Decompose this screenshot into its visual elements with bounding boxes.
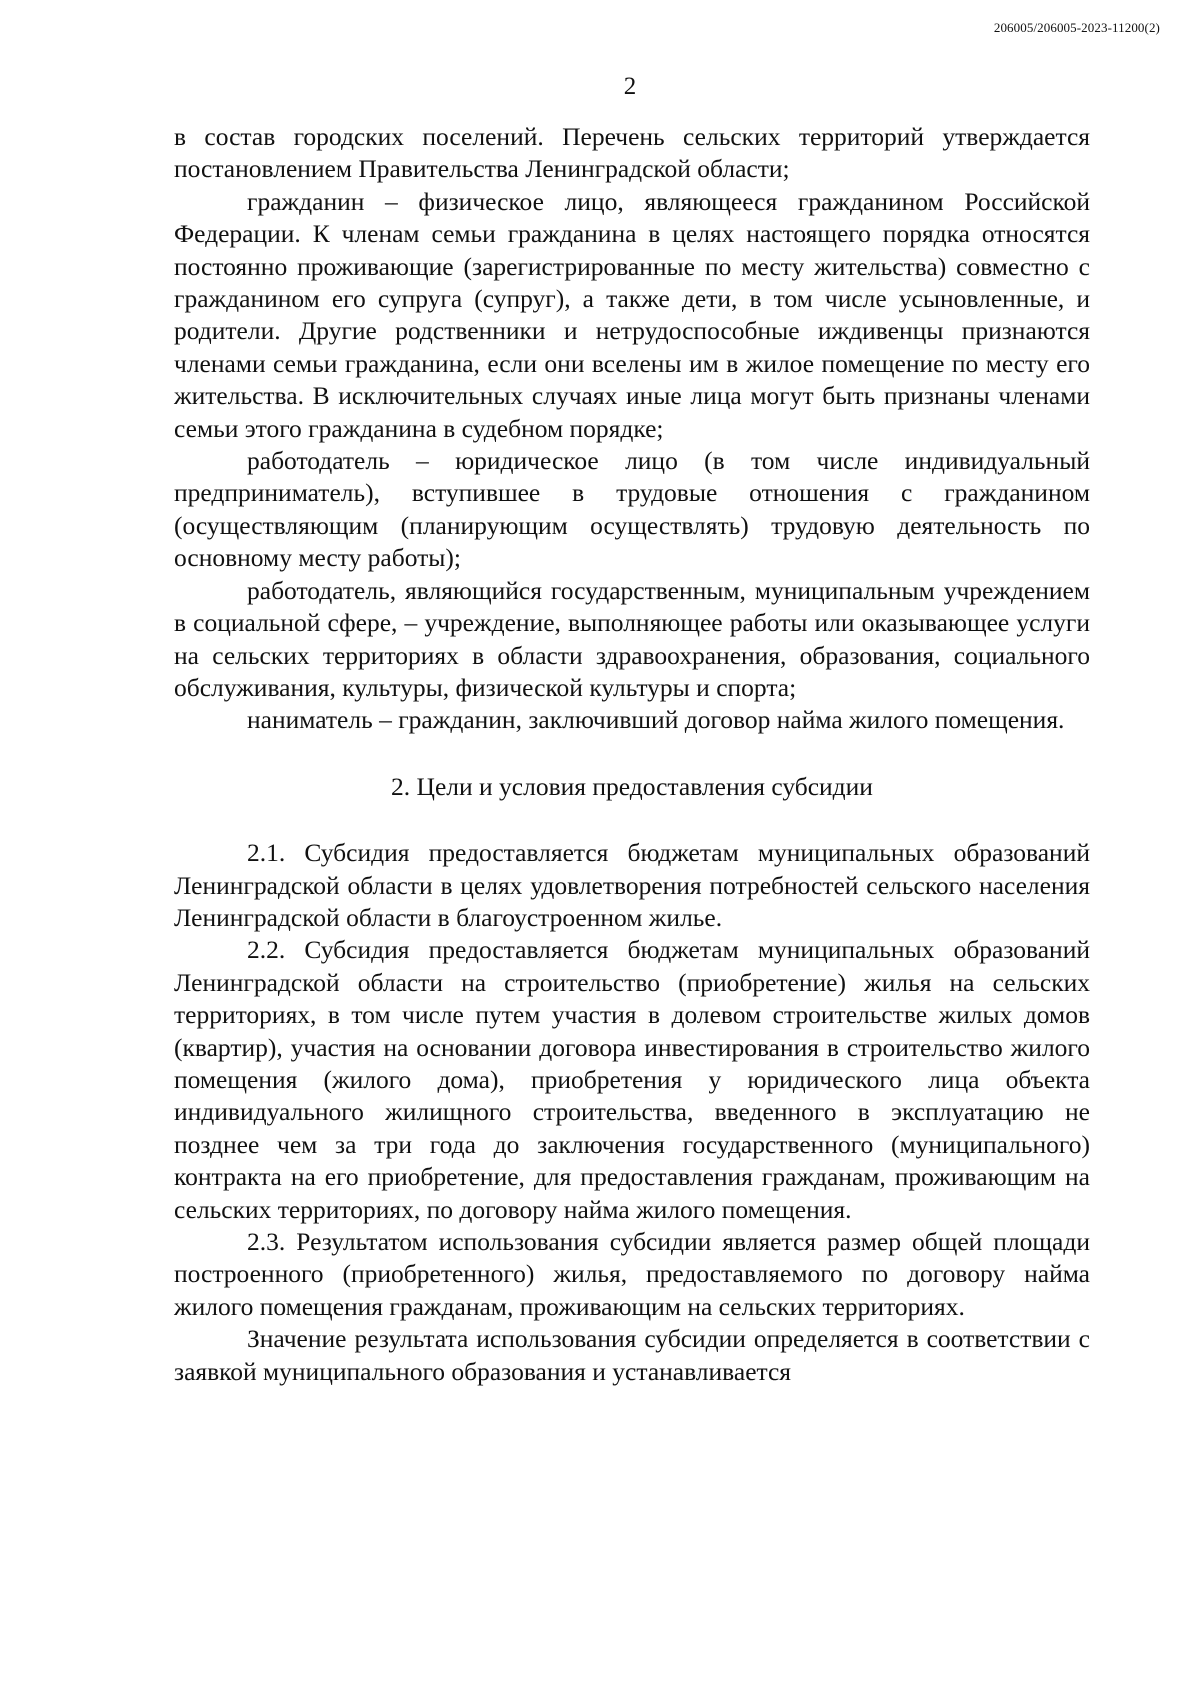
- document-id: 206005/206005-2023-11200(2): [993, 20, 1160, 35]
- paragraph-employer-definition: работодатель – юридическое лицо (в том числе индивидуальный предприниматель), вступившее в трудовые отношения с гражданином (осуществляющим (планирующим осуществлять) трудовую деятельность по основному месту работы);: [174, 446, 1090, 573]
- section-heading: 2. Цели и условия предоставления субсидии: [391, 771, 873, 801]
- paragraph-tenant-definition: наниматель – гражданин, заключивший договор найма жилого помещения.: [247, 705, 1065, 735]
- page-number: 2: [623, 73, 637, 100]
- paragraph-2-2: 2.2. Субсидия предоставляется бюджетам муниципальных образований Ленинградской области на строительство (приобретение) жилья на сельских территориях, в том числе путем участия в долевом строительстве жилых домов (квартир), участия на основании договора инвестирования в строительство жилого помещения (жилого дома), приобретения у юридического лица объекта индивидуального жилищного строительства, введенного в эксплуатацию не позднее чем за три года до заключения государственного (муниципального) контракта на его приобретение, для предоставления гражданам, проживающим на сельских территориях, по договору найма жилого помещения.: [174, 935, 1090, 1224]
- paragraph-state-employer-definition: работодатель, являющийся государственным, муниципальным учреждением в социальной сфере, – учреждение, выполняющее работы или оказывающее услуги на сельских территориях в области здравоохранения, образования, социального обслуживания, культуры, физической культуры и спорта;: [174, 575, 1090, 702]
- document-body: [174, 121, 1090, 1388]
- paragraph-result-value: Значение результата использования субсидии определяется в соответствии с заявкой муниципального образования и устанавливается: [174, 1324, 1090, 1386]
- paragraph-continuation: в состав городских поселений. Перечень сельских территорий утверждается постановлением Правительства Ленинградской области;: [174, 122, 1090, 184]
- paragraph-2-1: 2.1. Субсидия предоставляется бюджетам муниципальных образований Ленинградской области в целях удовлетворения потребностей сельского населения Ленинградской области в благоустроенном жилье.: [174, 838, 1090, 932]
- paragraph-citizen-definition: гражданин – физическое лицо, являющееся гражданином Российской Федерации. К членам семьи гражданина в целях настоящего порядка относятся постоянно проживающие (зарегистрированные по месту жительства) совместно с гражданином его супруга (супруг), а также дети, в том числе усыновленные, и родители. Другие родственники и нетрудоспособные иждивенцы признаются членами семьи гражданина, если они вселены им в жилое помещение по месту его жительства. В исключительных случаях иные лица могут быть признаны членами семьи этого гражданина в судебном порядке;: [174, 186, 1090, 443]
- paragraph-2-3: 2.3. Результатом использования субсидии является размер общей площади построенного (приобретенного) жилья, предоставляемого по договору найма жилого помещения гражданам, проживающим на сельских территориях.: [174, 1227, 1090, 1321]
